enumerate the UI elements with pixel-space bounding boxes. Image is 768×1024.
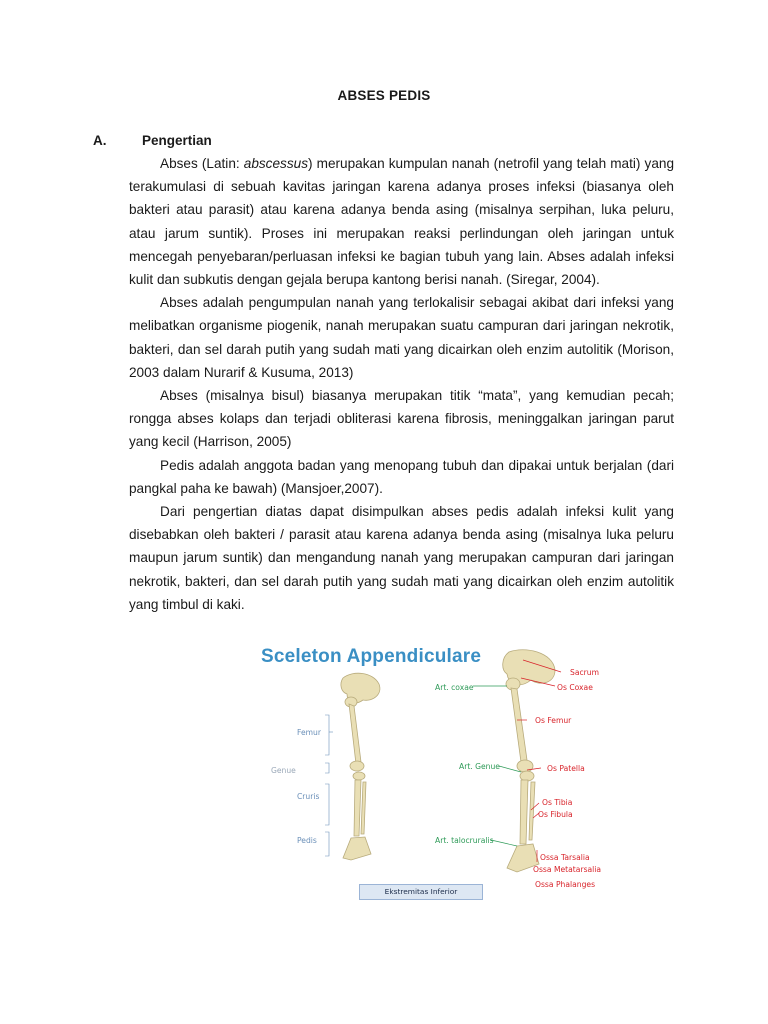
paragraph-1-start: Abses (Latin: [160, 156, 244, 171]
label-art-genue: Art. Genue [459, 762, 500, 771]
label-art-coxae: Art. coxae [435, 683, 474, 692]
label-sacrum: Sacrum [570, 668, 599, 677]
label-pedis: Pedis [297, 836, 317, 845]
section-heading [93, 133, 212, 148]
label-os-coxae: Os Coxae [557, 683, 593, 692]
label-genue: Genue [271, 766, 296, 775]
label-os-patella: Os Patella [547, 764, 585, 773]
document-title: ABSES PEDIS [337, 88, 431, 103]
label-femur: Femur [297, 728, 321, 737]
paragraph-1-italic-term: abscessus [243, 156, 308, 171]
label-os-femur: Os Femur [535, 716, 572, 725]
label-ossa-metatarsalia: Ossa Metatarsalia [533, 865, 602, 874]
label-ossa-tarsalia: Ossa Tarsalia [540, 853, 590, 862]
label-cruris: Cruris [297, 792, 320, 801]
section-title: Pengertian [142, 133, 212, 148]
paragraph-4: Pedis adalah anggota badan yang menopang tubuh dan dipakai untuk berjalan (dari pangkal paha ke bawah) (Mansjoer,2007). [129, 457, 674, 496]
skeleton-figure [255, 640, 625, 910]
figure-caption: Ekstremitas Inferior [359, 884, 483, 900]
paragraph-1-rest: ) merupakan kumpulan nanah (netrofil yang telah mati) yang terakumulasi di sebuah kavitas jaringan karena adanya proses infeksi (biasanya oleh bakteri atau parasit) atau karena adanya benda asing (misalnya serpihan, luka peluru, atau jarum suntik). Proses ini merupakan reaksi perlindungan oleh jaringan untuk mencegah penyebaran/perluasan infeksi ke bagian tubuh yang lain. Abses adalah infeksi kulit dan subkutis dengan gejala berupa kantong berisi nanah. (Siregar, 2004). [129, 156, 674, 288]
section-number: A. [93, 133, 107, 148]
label-os-fibula: Os Fibula [538, 810, 573, 819]
paragraph-2: Abses adalah pengumpulan nanah yang terlokalisir sebagai akibat dari infeksi yang melibatkan organisme piogenik, nanah merupakan suatu campuran dari jaringan nekrotik, bakteri, dan sel darah putih yang sudah mati yang dicairkan oleh enzim autolitik (Morison, 2003 dalam Nurarif & Kusuma, 2013) [129, 295, 674, 380]
body-text [129, 152, 674, 616]
label-art-talocruralis: Art. talocruralis [435, 836, 494, 845]
paragraph-5: Dari pengertian diatas dapat disimpulkan abses pedis adalah infeksi kulit yang disebabkan oleh bakteri / parasit atau karena adanya benda asing (misalnya luka peluru maupun jarum suntik) dan mengandung nanah yang merupakan campuran dari jaringan nekrotik, bakteri, dan sel darah putih yang sudah mati yang dicairkan oleh enzim autolitik yang timbul di kaki. [129, 504, 674, 612]
figure-title: Sceleton Appendiculare [261, 646, 482, 667]
label-ossa-phalanges: Ossa Phalanges [535, 880, 596, 889]
paragraph-1 [129, 152, 674, 291]
paragraph-3: Abses (misalnya bisul) biasanya merupakan titik “mata”, yang kemudian pecah; rongga abses kolaps dan terjadi obliterasi karena fibrosis, meninggalkan jaringan parut yang kecil (Harrison, 2005) [129, 388, 674, 450]
label-os-tibia: Os Tibia [542, 798, 573, 807]
